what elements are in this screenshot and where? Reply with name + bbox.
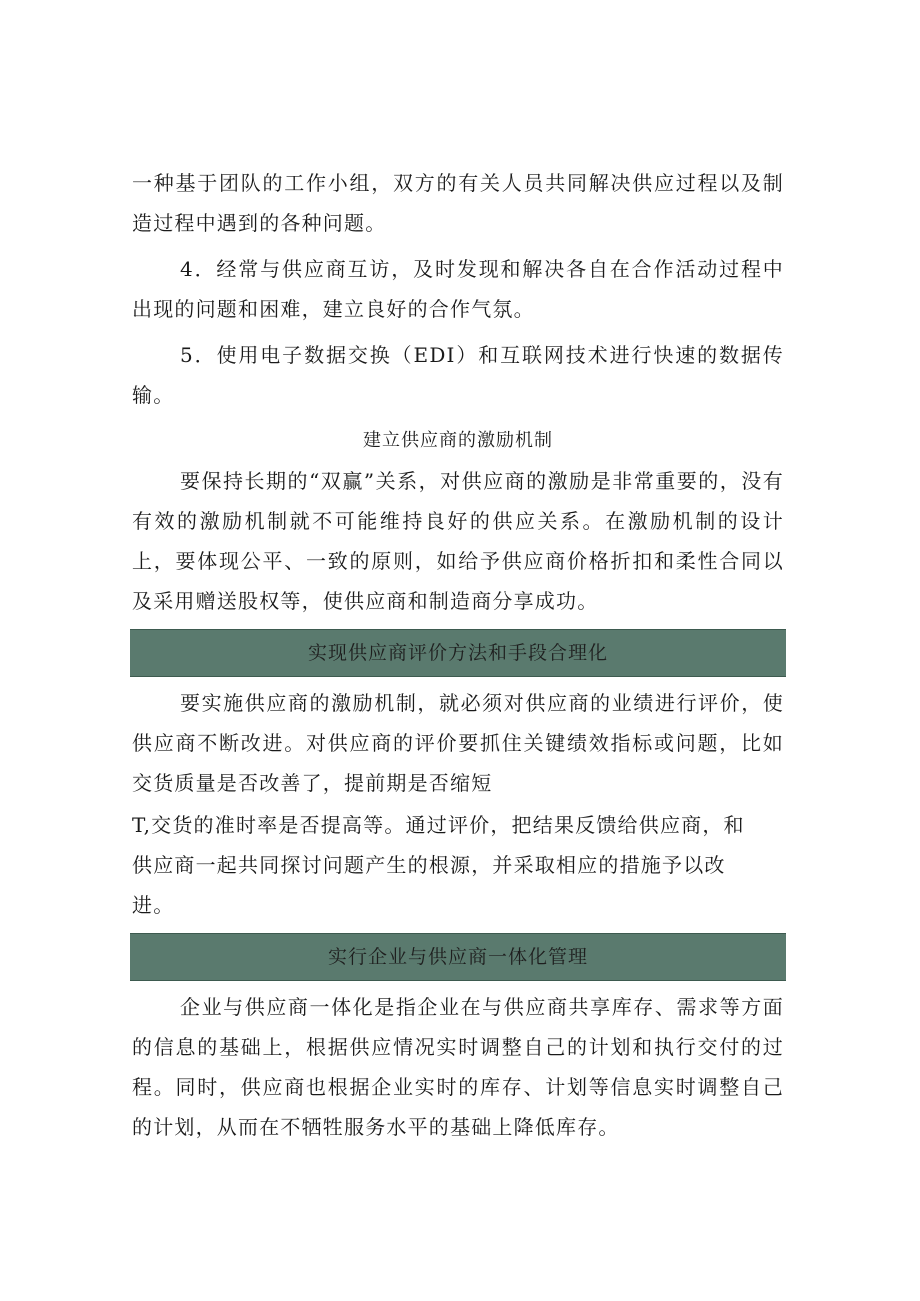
section-heading-incentive: 建立供应商的激励机制 bbox=[363, 430, 553, 451]
paragraph-evaluation-4: 进。 bbox=[132, 893, 175, 917]
section-band-evaluation: 实现供应商评价方法和手段合理化 bbox=[130, 629, 786, 677]
paragraph-incentive: 要保持长期的“双赢”关系，对供应商的激励是非常重要的，没有有效的激励机制就不可能维持良好的供应关系。在激励机制的设计上，要体现公平、一致的原则，如给予供应商价格折扣和柔性合同以及采用赠送股权等，使供应商和制造商分享成功。 bbox=[132, 469, 784, 613]
paragraph-integration: 企业与供应商一体化是指企业在与供应商共享库存、需求等方面的信息的基础上，根据供应情况实时调整自己的计划和执行交付的过程。同时，供应商也根据企业实时的库存、计划等信息实时调整自己的计划，从而在不牺牲服务水平的基础上降低库存。 bbox=[132, 995, 784, 1139]
paragraph-intro: 一种基于团队的工作小组，双方的有关人员共同解决供应过程以及制造过程中遇到的各种问题。 bbox=[132, 171, 784, 235]
paragraph-evaluation-2: T,交货的准时率是否提高等。通过评价，把结果反馈给供应商，和 bbox=[132, 813, 745, 837]
paragraph-evaluation-1: 要实施供应商的激励机制，就必须对供应商的业绩进行评价，使供应商不断改进。对供应商的评价要抓住关键绩效指标或问题，比如交货质量是否改善了，提前期是否缩短 bbox=[132, 691, 784, 795]
document-body bbox=[132, 163, 784, 1147]
list-item-4: 4．经常与供应商互访，及时发现和解决各自在合作活动过程中出现的问题和困难，建立良好的合作气氛。 bbox=[132, 257, 784, 321]
list-item-5: 5．使用电子数据交换（EDI）和互联网技术进行快速的数据传输。 bbox=[132, 343, 784, 407]
section-band-integration: 实行企业与供应商一体化管理 bbox=[130, 933, 786, 981]
paragraph-evaluation-3: 供应商一起共同探讨问题产生的根源，并采取相应的措施予以改 bbox=[132, 853, 726, 877]
